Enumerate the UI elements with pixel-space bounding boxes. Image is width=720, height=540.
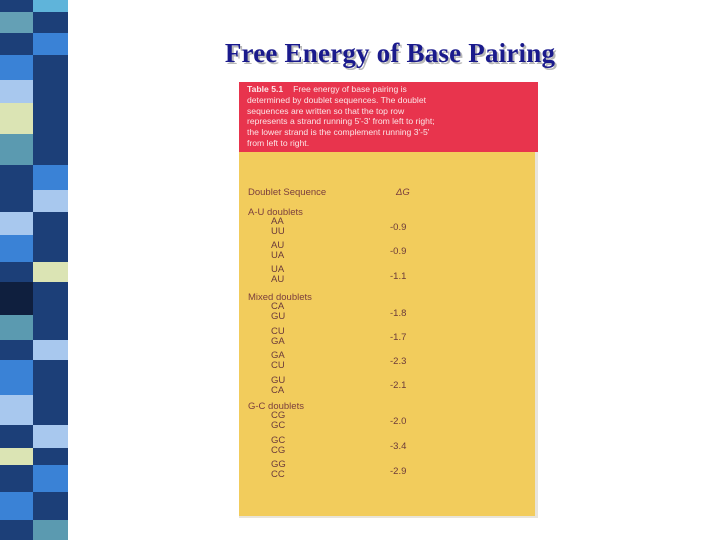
decorative-stripe [0,0,68,540]
doublet-bottom: UA [271,250,285,261]
doublet-sequence [271,265,284,285]
doublet-top: GC [271,435,286,446]
stripe-block [0,134,33,165]
stripe-block [33,212,68,235]
delta-g-value: -2.9 [390,466,407,477]
delta-g-value: -1.7 [390,332,407,343]
doublet-sequence [271,327,285,347]
delta-g-value: -2.3 [390,356,407,367]
delta-g-value: -2.0 [390,416,407,427]
caption-label: Table 5.1 [247,84,284,94]
doublet-sequence [271,436,285,456]
group-label-gc: G-C doublets [248,401,304,412]
caption-line-3: represents a strand running 5'-3' from left to right; [247,116,435,127]
stripe-block [33,425,68,448]
caption-line-0: Free energy of base pairing is [293,84,407,94]
stripe-block [0,190,33,212]
doublet-top: CG [271,410,286,421]
delta-g-value: -3.4 [390,441,407,452]
stripe-block [0,360,33,395]
group-label-mixed: Mixed doublets [248,292,312,303]
stripe-block [0,492,33,520]
doublet-bottom: CA [271,385,285,396]
doublet-top: GG [271,459,286,470]
doublet-sequence [271,217,285,237]
stripe-block [33,103,68,134]
stripe-block [33,465,68,492]
doublet-top: UA [271,264,285,275]
doublet-top: GU [271,375,286,386]
doublet-sequence [271,351,285,371]
delta-g-value: -1.1 [390,271,407,282]
stripe-block [33,262,68,282]
delta-g-value: -2.1 [390,380,407,391]
stripe-block [0,395,33,425]
stripe-block [0,465,33,492]
slide-title: Free Energy of Base Pairing [224,38,556,68]
stripe-block [0,0,33,12]
doublet-sequence [271,376,285,396]
stripe-block [0,520,33,540]
doublet-top: GA [271,350,285,361]
column-header-sequence: Doublet Sequence [248,187,327,198]
table-caption [239,82,538,152]
doublet-sequence [271,302,285,322]
doublet-bottom: GA [271,336,285,347]
doublet-bottom: CG [271,445,286,456]
caption-line-4: the lower strand is the complement running 3'-5' [247,127,430,138]
caption-line-1: determined by doublet sequences. The doublet [247,94,427,105]
doublet-bottom: CU [271,360,285,371]
stripe-block [33,134,68,165]
group-label-au: A-U doublets [248,207,303,218]
table-image [239,82,538,518]
caption-text [247,84,532,149]
stripe-block [0,103,33,134]
stripe-block [33,165,68,190]
stripe-block [33,80,68,103]
stripe-block [33,315,68,340]
doublet-sequence [271,411,285,431]
doublet-bottom: UU [271,226,285,237]
doublet-bottom: AU [271,274,285,285]
stripe-block [33,448,68,465]
doublet-top: AA [271,216,284,227]
stripe-block [33,520,68,540]
stripe-block [0,12,33,33]
stripe-block [33,12,68,33]
stripe-block [0,235,33,262]
stripe-block [33,190,68,212]
delta-g-value: -0.9 [390,222,407,233]
caption-line-5: from left to right. [247,137,310,148]
doublet-top: AU [271,240,285,251]
doublet-top: CA [271,301,285,312]
doublet-bottom: CC [271,469,285,480]
stripe-block [0,80,33,103]
doublet-sequence [271,460,286,480]
doublet-top: CU [271,326,285,337]
stripe-block [0,165,33,190]
stripe-block [33,235,68,262]
stripe-block [33,492,68,520]
stripe-block [33,360,68,395]
stripe-block [0,448,33,465]
delta-g-value: -0.9 [390,246,407,257]
stripe-block [0,212,33,235]
stripe-block [33,282,68,315]
doublet-bottom: GC [271,420,286,431]
stripe-block [33,395,68,425]
stripe-block [0,262,33,282]
stripe-block [0,425,33,448]
delta-g-value: -1.8 [390,308,407,319]
stripe-block [0,340,33,360]
stripe-block [33,0,68,12]
column-header-energy: ΔG [396,187,410,198]
stripe-block [0,315,33,340]
caption-line-2: sequences are written so that the top row [247,105,405,116]
doublet-sequence [271,241,284,261]
stripe-block [33,340,68,360]
doublet-bottom: GU [271,311,286,322]
stripe-block [0,282,33,315]
